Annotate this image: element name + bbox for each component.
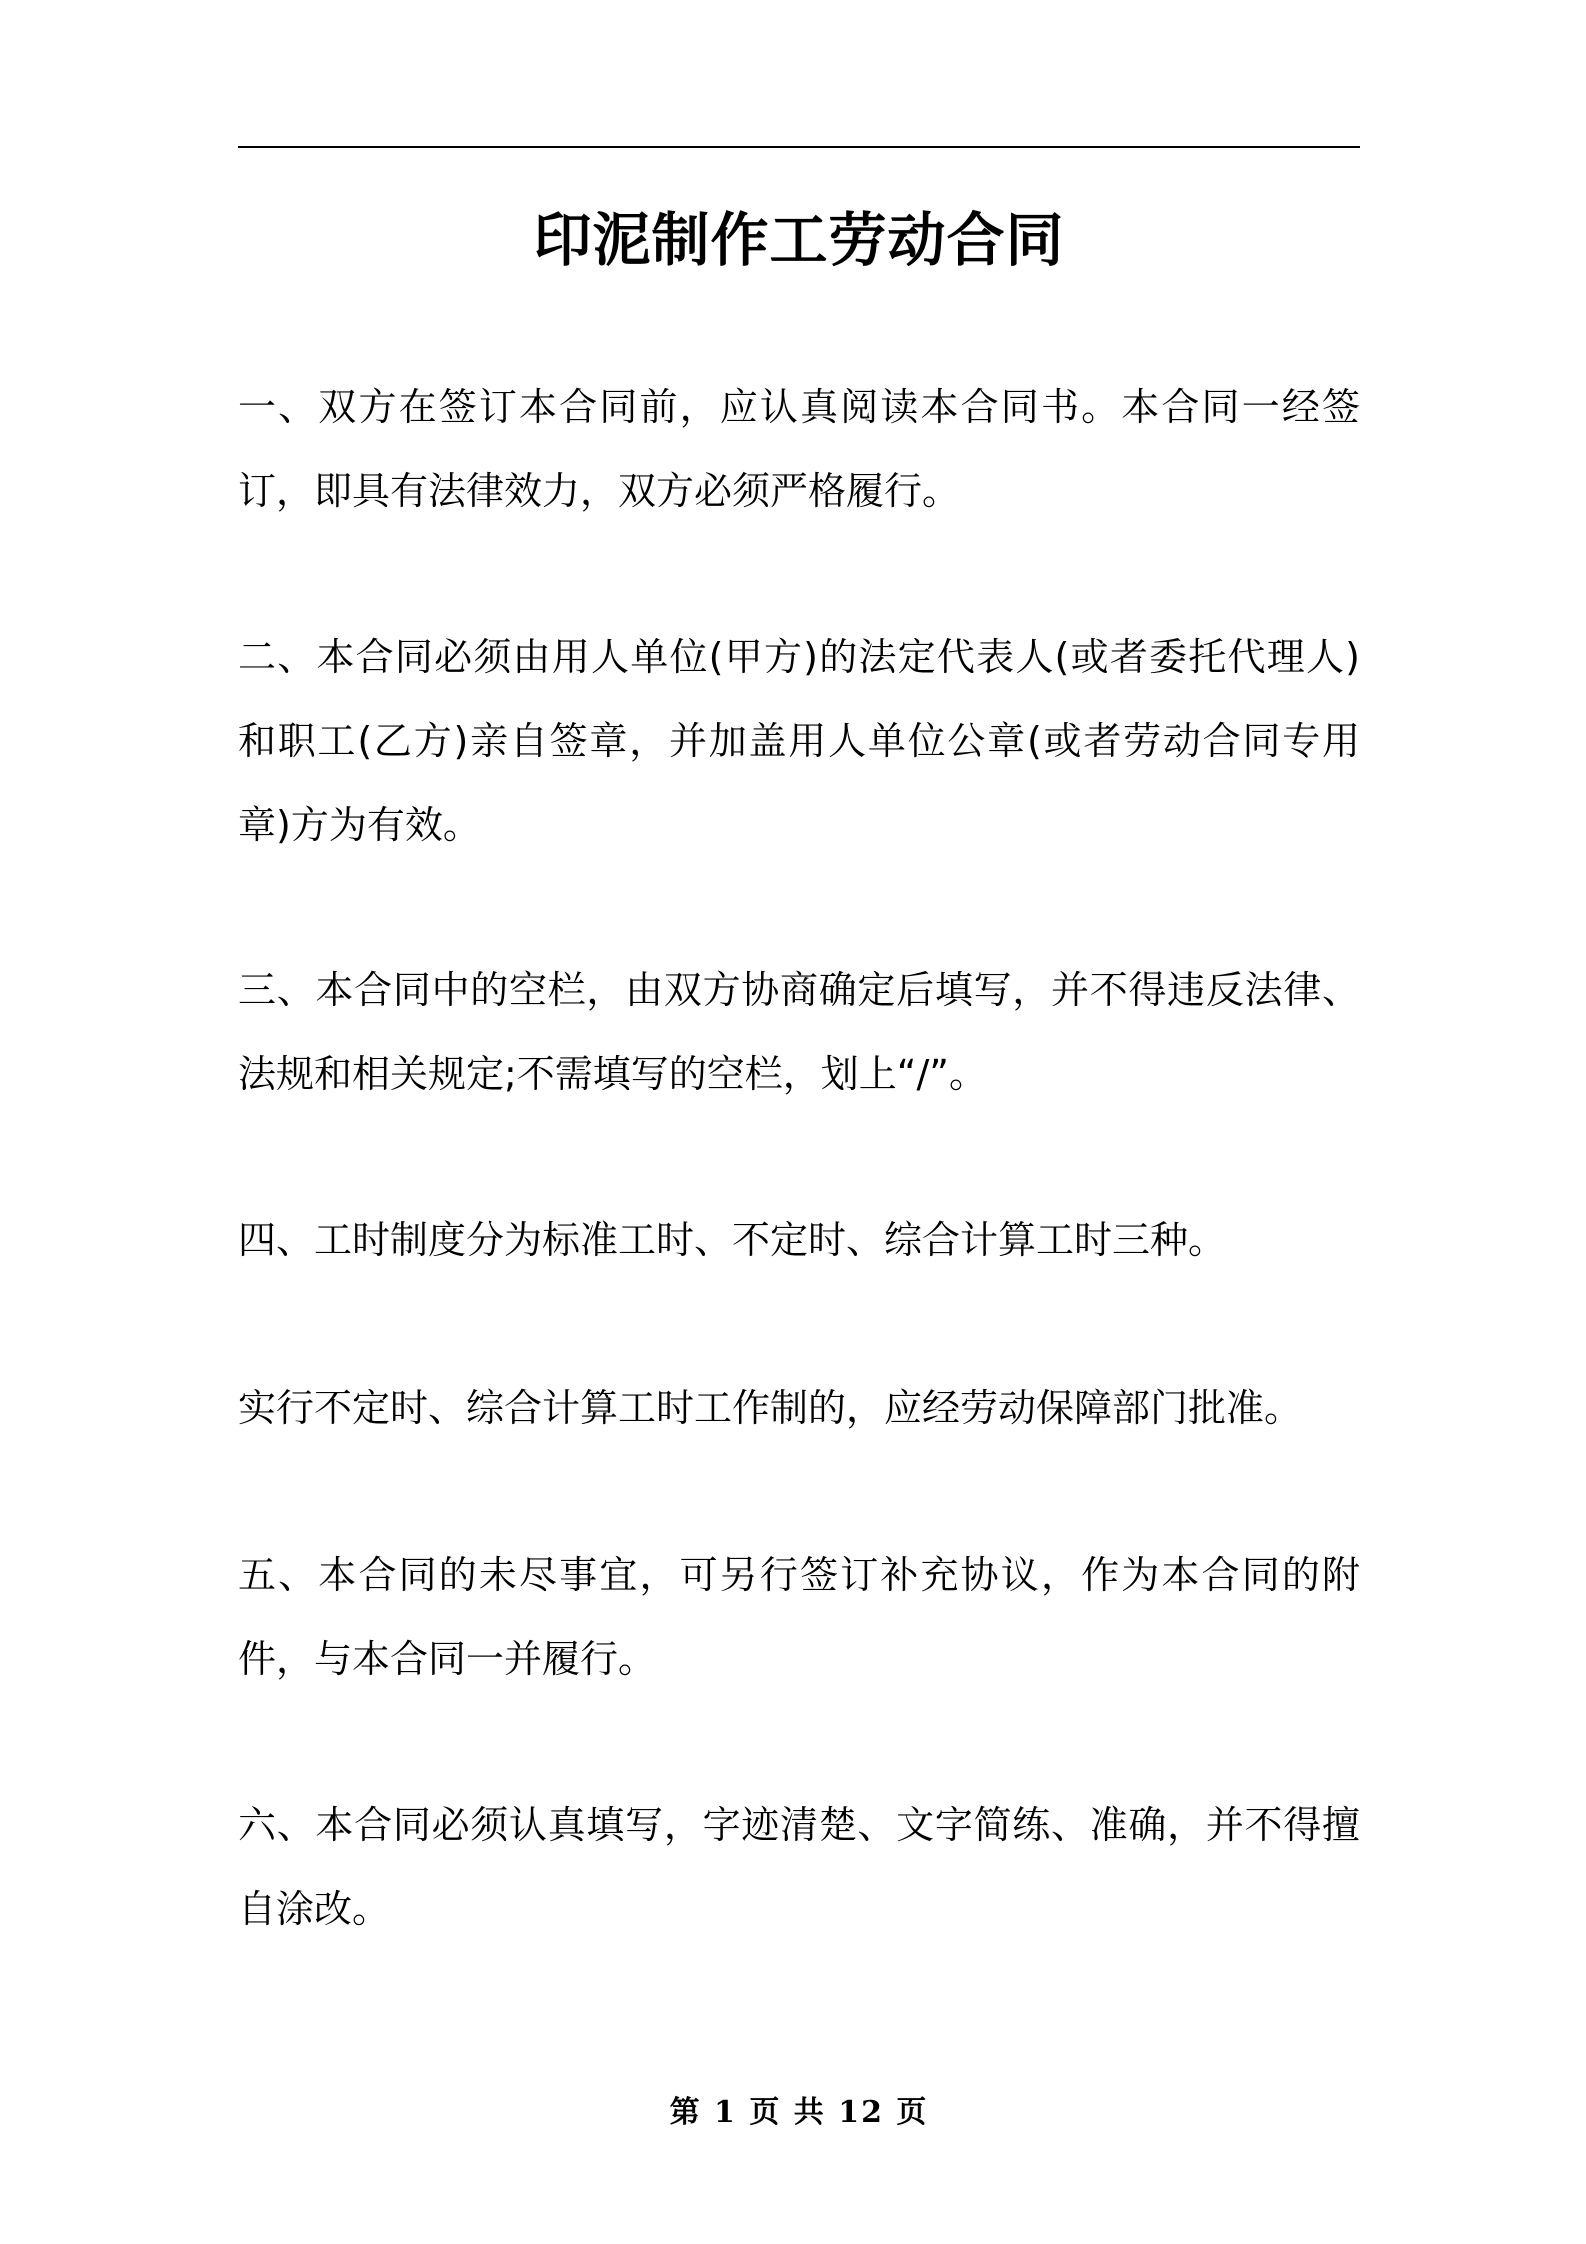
paragraph-4: 四、工时制度分为标准工时、不定时、综合计算工时三种。 bbox=[238, 1218, 1227, 1262]
paragraph-3: 三、本合同中的空栏，由双方协商确定后填写，并不得违反法律、法规和相关规定;不需填写的空栏，划上“/”。 bbox=[238, 968, 1360, 1096]
paragraph-5: 实行不定时、综合计算工时工作制的，应经劳动保障部门批准。 bbox=[238, 1386, 1303, 1430]
paragraph-7: 六、本合同必须认真填写，字迹清楚、文字简练、准确，并不得擅自涂改。 bbox=[238, 1803, 1360, 1931]
document-title: 印泥制作工劳动合同 bbox=[533, 206, 1065, 274]
paragraph-6: 五、本合同的未尽事宜，可另行签订补充协议，作为本合同的附件，与本合同一并履行。 bbox=[238, 1553, 1360, 1681]
header-rule bbox=[238, 146, 1360, 148]
paragraph-1: 一、双方在签订本合同前，应认真阅读本合同书。本合同一经签订，即具有法律效力，双方必须严格履行。 bbox=[238, 385, 1360, 513]
paragraph-2: 二、本合同必须由用人单位(甲方)的法定代表人(或者委托代理人)和职工(乙方)亲自签章，并加盖用人单位公章(或者劳动合同专用章)方为有效。 bbox=[238, 635, 1360, 847]
page-footer: 第 1 页 共 12 页 bbox=[669, 2095, 929, 2130]
